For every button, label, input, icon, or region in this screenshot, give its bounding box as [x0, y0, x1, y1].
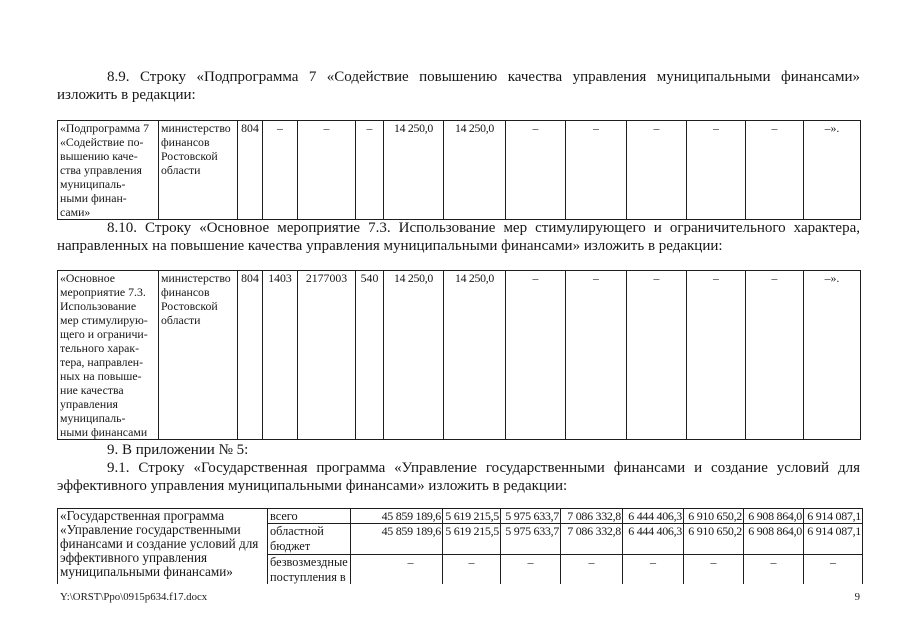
row-name-cell: «Основное мероприятие 7.3. Использование мер стимулирую- щего и ограничи- тельного харак- тера, направлен- ных на повыше- ние качества управления муниципаль- ными финансами — [58, 271, 159, 440]
code-cell: – — [263, 121, 298, 220]
amount-cell: – — [351, 555, 443, 585]
amount-cell: – — [566, 271, 627, 440]
amount-cell: 6 914 087,1 — [804, 509, 863, 524]
amount-cell: – — [501, 555, 561, 585]
code-cell: – — [298, 121, 356, 220]
amount-cell: – — [566, 121, 627, 220]
amount-cell: –». — [804, 271, 861, 440]
amount-cell: – — [684, 555, 744, 585]
paragraph-8-9 — [57, 69, 860, 104]
paragraph-line: изложить в редакции: — [57, 86, 196, 103]
paragraph-line: 9.1. Строку «Государственная программа «Управление государственными финансами и создание условий для — [107, 460, 860, 476]
amount-cell: 14 250,0 — [384, 271, 444, 440]
amount-cell: 14 250,0 — [384, 121, 444, 220]
amount-cell: – — [627, 121, 687, 220]
replacement-table-8-10 — [57, 270, 861, 440]
replacement-table-9-1 — [57, 508, 863, 584]
amount-cell: – — [623, 555, 684, 585]
amount-cell: 6 444 406,3 — [623, 509, 684, 524]
code-cell: 804 — [238, 121, 263, 220]
amount-cell: 6 910 650,2 — [684, 509, 744, 524]
amount-cell: – — [443, 555, 501, 585]
amount-cell: 5 619 215,5 — [443, 509, 501, 524]
amount-cell: 6 908 864,0 — [744, 509, 804, 524]
code-cell: – — [356, 121, 384, 220]
funding-source-cell: областной бюджет — [268, 524, 351, 555]
amount-cell: – — [746, 121, 804, 220]
amount-cell: – — [687, 121, 746, 220]
table-row — [58, 121, 861, 220]
paragraph-9-1 — [57, 460, 860, 495]
funding-source-cell: безвозмездные поступления в — [268, 555, 351, 585]
paragraph-line: направленных на повышение качества управления муниципальными финансами» изложить в редакции: — [57, 237, 723, 254]
amount-cell: 45 859 189,6 — [351, 524, 443, 555]
amount-cell: 5 619 215,5 — [443, 524, 501, 555]
amount-cell: 7 086 332,8 — [561, 524, 623, 555]
amount-cell: 45 859 189,6 — [351, 509, 443, 524]
code-cell: 1403 — [263, 271, 298, 440]
table-row — [58, 271, 861, 440]
replacement-table-9-1-clip — [57, 508, 865, 584]
amount-cell: – — [687, 271, 746, 440]
row-name-cell: «Подпрограмма 7 «Содействие по- вышению каче- ства управления муниципаль- ными финан- сами» — [58, 121, 159, 220]
amount-cell: 6 908 864,0 — [744, 524, 804, 555]
paragraph-line: 9. В приложении № 5: — [107, 442, 249, 458]
table-row — [58, 509, 863, 524]
footer-file-path: Y:\ORST\Ppo\0915p634.f17.docx — [60, 591, 208, 603]
replacement-table-8-9 — [57, 120, 861, 220]
amount-cell: – — [506, 271, 566, 440]
amount-cell: 6 444 406,3 — [623, 524, 684, 555]
amount-cell: 6 914 087,1 — [804, 524, 863, 555]
amount-cell: 7 086 332,8 — [561, 509, 623, 524]
amount-cell: – — [627, 271, 687, 440]
amount-cell: 6 910 650,2 — [684, 524, 744, 555]
code-cell: 2177003 — [298, 271, 356, 440]
executor-cell: министерство финансов Ростовской области — [159, 121, 238, 220]
paragraph-line: 8.10. Строку «Основное мероприятие 7.3. Использование мер стимулирующего и ограничительного характера, — [107, 220, 860, 236]
amount-cell: – — [561, 555, 623, 585]
paragraph-line: 8.9. Строку «Подпрограмма 7 «Содействие повышению качества управления муниципальными финансами» — [107, 69, 860, 85]
page-number: 9 — [854, 591, 860, 603]
paragraph-line: эффективного управления муниципальными финансами» изложить в редакции: — [57, 477, 568, 494]
program-name-cell: «Государственная программа «Управление государственными финансами и создание условий для эффективного управления муниципальными финансами» — [58, 509, 268, 585]
code-cell: 540 — [356, 271, 384, 440]
amount-cell: 14 250,0 — [444, 271, 506, 440]
amount-cell: –». — [804, 121, 861, 220]
amount-cell: – — [744, 555, 804, 585]
amount-cell: 5 975 633,7 — [501, 509, 561, 524]
executor-cell: министерство финансов Ростовской области — [159, 271, 238, 440]
paragraph-8-10 — [57, 220, 860, 255]
code-cell: 804 — [238, 271, 263, 440]
amount-cell: 14 250,0 — [444, 121, 506, 220]
paragraph-9 — [57, 442, 860, 460]
amount-cell: 5 975 633,7 — [501, 524, 561, 555]
amount-cell: – — [804, 555, 863, 585]
amount-cell: – — [746, 271, 804, 440]
amount-cell: – — [506, 121, 566, 220]
funding-source-cell: всего — [268, 509, 351, 524]
